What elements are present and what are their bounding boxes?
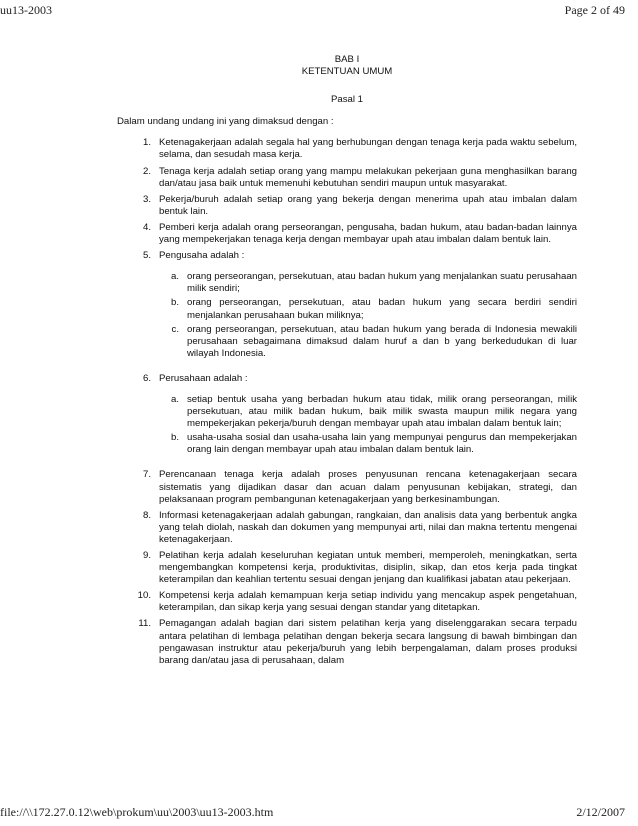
item-number: 5. xyxy=(142,250,151,262)
item-number: 10. xyxy=(137,590,151,602)
definition-item xyxy=(117,590,577,614)
sub-item-letter: c. xyxy=(171,323,179,335)
sub-list xyxy=(117,394,577,456)
item-body xyxy=(159,222,577,246)
sub-item-letter: b. xyxy=(170,432,179,444)
definition-item xyxy=(117,550,577,586)
item-number: 7. xyxy=(142,469,151,481)
chapter-label: BAB I xyxy=(334,54,360,65)
sub-item-text: usaha-usaha sosial dan usaha-usaha lain yang mempunyai pengurus dan mempekerjakan orang lain dengan membayar upah atau imbalan dalam bentuk lain. xyxy=(187,432,577,456)
chapter-title: KETENTUAN UMUM xyxy=(301,66,393,78)
item-text: Pemberi kerja adalah orang perseorangan, pengusaha, badan hukum, atau badan-badan lainnya yang mempekerjakan tenaga kerja dengan membayar upah atau imbalan dalam bentuk lain. xyxy=(159,221,577,246)
item-body xyxy=(159,194,577,218)
sub-item xyxy=(117,394,577,430)
item-text: Pemagangan adalah bagian dari sistem pelatihan kerja yang diselenggarakan secara terpadu antara pelatihan di lembaga pelatihan dengan bekerja secara langsung di bawah bimbingan dan pengawasan instruktur atau pekerja/buruh yang lebih berpengalaman, dalam proses produksi barang dan/atau jasa di perusahaan, dalam xyxy=(159,618,577,666)
item-number: 11. xyxy=(138,618,151,630)
definition-item xyxy=(117,250,577,369)
item-text: Pelatihan kerja adalah keseluruhan kegiatan untuk memberi, memperoleh, meningkatkan, serta mengembangkan kompetensi kerja, produktivitas, disiplin, sikap, dan etos kerja pada tingkat keterampilan dan keahlian tertentu sesuai dengan jenjang dan kualifikasi jabatan atau pekerjaan. xyxy=(159,550,577,586)
file-path: file://\\172.27.0.12\web\prokum\uu\2003\uu13-2003.htm xyxy=(0,805,274,819)
item-text: Informasi ketenagakerjaan adalah gabungan, rangkaian, dan analisis data yang berbentuk angka yang telah diolah, naskah dan dokumen yang mempunyai arti, nilai dan makna tertentu mengenai ketenagakerjaan. xyxy=(159,509,577,545)
item-text: Kompetensi kerja adalah kemampuan kerja setiap individu yang mencakup aspek pengetahuan, keterampilan, dan sikap kerja yang sesuai dengan standar yang ditetapkan. xyxy=(159,590,577,614)
item-number: 4. xyxy=(142,221,151,233)
definition-item xyxy=(117,373,577,466)
item-body xyxy=(159,373,577,466)
sub-item-letter: b. xyxy=(170,297,179,309)
article-label: Pasal 1 xyxy=(331,94,363,106)
sub-item xyxy=(117,432,577,456)
document-body xyxy=(117,54,577,671)
item-body xyxy=(159,166,577,190)
item-number: 9. xyxy=(142,550,151,561)
item-text: Ketenagakerjaan adalah segala hal yang berhubungan dengan tenaga kerja pada waktu sebelum, selama, dan sesudah masa kerja. xyxy=(159,137,577,161)
sub-item-text: setiap bentuk usaha yang berbadan hukum atau tidak, milik orang perseorangan, milik persekutuan, atau milik badan hukum, baik milik swasta maupun milik negara yang mempekerjakan pekerja/buruh dengan membayar upah atau imbalan dalam bentuk lain; xyxy=(187,393,577,430)
item-body xyxy=(159,137,577,161)
item-number: 8. xyxy=(142,509,151,521)
item-body xyxy=(159,250,577,369)
item-body xyxy=(159,469,577,505)
item-text: Pengusaha adalah : xyxy=(159,250,245,262)
page-number: Page 2 of 49 xyxy=(564,3,625,17)
definition-list xyxy=(117,137,577,666)
sub-item-letter: a. xyxy=(170,271,179,283)
intro-text: Dalam undang undang ini yang dimaksud dengan : xyxy=(117,116,334,128)
item-body xyxy=(159,618,577,666)
item-number: 3. xyxy=(142,193,151,205)
print-date: 2/12/2007 xyxy=(576,805,625,819)
sub-item xyxy=(117,271,577,295)
sub-list xyxy=(117,271,577,360)
sub-item-text: orang perseorangan, persekutuan, atau badan hukum yang menjalankan suatu perusahaan milik sendiri; xyxy=(187,271,577,295)
definition-item xyxy=(117,194,577,218)
item-body xyxy=(159,550,577,586)
item-body xyxy=(159,590,577,614)
item-text: Perencanaan tenaga kerja adalah proses penyusunan rencana ketenagakerjaan secara sistematis yang dijadikan dasar dan acuan dalam penyusunan kebijakan, strategi, dan pelaksanaan program pembangunan ketenagakerjaan yang berkesinambungan. xyxy=(159,469,577,505)
item-text: Pekerja/buruh adalah setiap orang yang bekerja dengan menerima upah atau imbalan dalam bentuk lain. xyxy=(159,193,577,217)
sub-item-letter: a. xyxy=(170,393,179,405)
sub-item-text: orang perseorangan, persekutuan, atau badan hukum yang secara berdiri sendiri menjalankan perusahaan bukan miliknya; xyxy=(187,297,577,321)
browser-header-title: uu13-2003 xyxy=(0,3,52,17)
sub-item-text: orang perseorangan, persekutuan, atau badan hukum yang berada di Indonesia mewakili perusahaan sebagaimana dimaksud dalam huruf a dan b yang berkedudukan di luar wilayah Indonesia. xyxy=(187,323,577,359)
sub-item xyxy=(117,297,577,321)
definition-item xyxy=(117,618,577,666)
definition-item xyxy=(117,166,577,190)
item-number: 2. xyxy=(142,165,151,177)
item-body xyxy=(159,510,577,546)
definition-item xyxy=(117,469,577,505)
definition-item xyxy=(117,137,577,161)
sub-item xyxy=(117,324,577,360)
item-text: Perusahaan adalah : xyxy=(159,372,248,384)
definition-item xyxy=(117,222,577,246)
item-text: Tenaga kerja adalah setiap orang yang mampu melakukan pekerjaan guna menghasilkan barang dan/atau jasa baik untuk memenuhi kebutuhan sendiri maupun untuk masyarakat. xyxy=(159,165,577,189)
item-number: 1. xyxy=(142,137,151,149)
item-number: 6. xyxy=(142,372,151,384)
definition-item xyxy=(117,510,577,546)
